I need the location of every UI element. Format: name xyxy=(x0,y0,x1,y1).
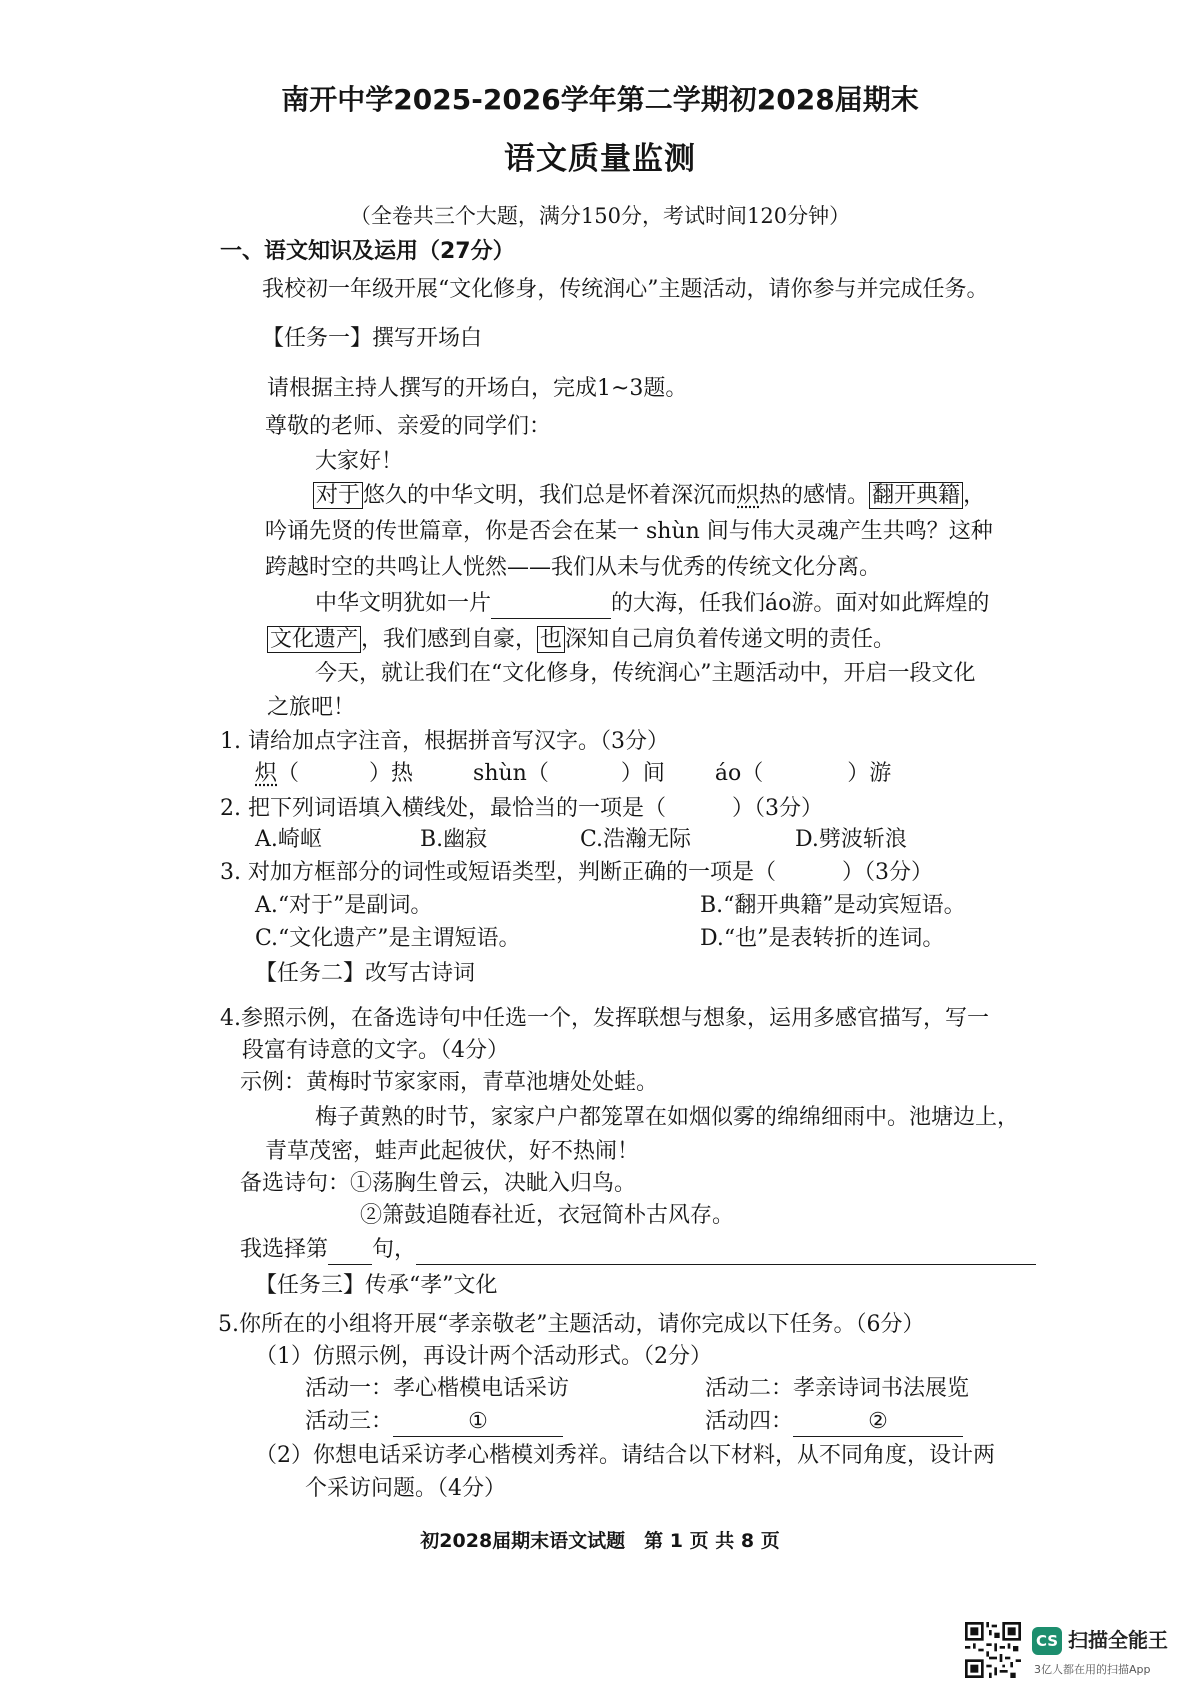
exam-note: （全卷共三个大题，满分150分，考试时间120分钟） xyxy=(349,204,851,228)
q3-option-c: C.“文化遗产”是主谓短语。 xyxy=(255,926,521,951)
boxed-word-ye: 也 xyxy=(537,626,565,653)
q5-activity-4-blank[interactable]: ② xyxy=(793,1408,963,1437)
speech-line-3: 跨越时空的共鸣让人恍然——我们从未与优秀的传统文化分离。 xyxy=(265,555,882,580)
dotted-char: 炽 xyxy=(737,483,760,508)
q5-activity-1: 活动一：孝心楷模电话采访 xyxy=(305,1376,570,1401)
q3-option-d: D.“也”是表转折的连词。 xyxy=(700,926,945,951)
section-intro: 我校初一年级开展“文化修身，传统润心”主题活动，请你参与并完成任务。 xyxy=(262,277,989,302)
speech-line-2: 吟诵先贤的传世篇章，你是否会在某一 shùn 间与伟大灵魂产生共鸣？这种 xyxy=(265,519,993,544)
q5-sub-1: （1）仿照示例，再设计两个活动形式。（2分） xyxy=(255,1344,712,1369)
q4-choice-blank[interactable] xyxy=(328,1236,372,1265)
q5-activity-2: 活动二：孝亲诗词书法展览 xyxy=(705,1376,970,1401)
boxed-phrase-fankaidianji: 翻开典籍 xyxy=(869,482,963,509)
task3-heading: 【任务三】传承“孝”文化 xyxy=(255,1273,498,1298)
question-4-stem-1: 4.参照示例，在备选诗句中任选一个，发挥联想与想象，运用多感官描写，写一 xyxy=(220,1006,989,1031)
q4-choice-line: 我选择第 句， xyxy=(240,1236,1036,1265)
q4-example-text-1: 梅子黄熟的时节，家家户户都笼罩在如烟似雾的绵绵细雨中。池塘边上， xyxy=(315,1105,1020,1130)
question-2-stem: 2. 把下列词语填入横线处，最恰当的一项是（ ）（3分） xyxy=(220,796,823,821)
camscanner-name: 扫描全能王 xyxy=(1068,1628,1168,1652)
page-footer: 初2028届期末语文试题 第 1 页 共 8 页 xyxy=(420,1530,780,1552)
boxed-phrase-wenhuayichan: 文化遗产 xyxy=(267,626,361,653)
speech-greeting: 尊敬的老师、亲爱的同学们： xyxy=(265,414,552,439)
camscanner-logo: CS xyxy=(1032,1627,1062,1655)
boxed-word-duiyu: 对于 xyxy=(313,482,363,509)
q5-activity-4: 活动四： ② xyxy=(705,1408,963,1437)
q2-option-d: D.劈波斩浪 xyxy=(795,827,907,852)
exam-subtitle: 语文质量监测 xyxy=(504,141,696,177)
q5-activity-3: 活动三： ① xyxy=(305,1408,563,1437)
q4-alternatives: 备选诗句：①荡胸生曾云，决眦入归鸟。 xyxy=(240,1171,637,1196)
question-1-stem: 1. 请给加点字注音，根据拼音写汉字。（3分） xyxy=(220,729,669,754)
speech-line-6: 今天，就让我们在“文化修身，传统润心”主题活动中，开启一段文化 xyxy=(315,661,976,686)
question-4-stem-2: 段富有诗意的文字。（4分） xyxy=(242,1038,509,1063)
task1-prompt: 请根据主持人撰写的开场白，完成1~3题。 xyxy=(267,376,688,401)
question-5-stem: 5.你所在的小组将开展“孝亲敬老”主题活动，请你完成以下任务。（6分） xyxy=(218,1312,925,1337)
q5-sub-2-line-2: 个采访问题。（4分） xyxy=(305,1476,506,1501)
q4-alt-2: ②箫鼓追随春社近，衣冠简朴古风存。 xyxy=(360,1203,735,1228)
q2-option-a: A.崎岖 xyxy=(255,827,322,852)
exam-title: 南开中学2025-2026学年第二学期初2028届期末 xyxy=(281,83,919,116)
speech-line-4: 中华文明犹如一片 的大海，任我们áo游。面对如此辉煌的 xyxy=(315,590,989,619)
section-heading: 一、语文知识及运用（27分） xyxy=(220,239,515,264)
question-1-answers: 炽（ ）热 shùn（ ）间 áo（ ）游 xyxy=(255,761,892,786)
fill-blank-q2[interactable] xyxy=(491,590,611,619)
qr-code-icon xyxy=(965,1622,1021,1678)
speech-hello: 大家好！ xyxy=(315,449,404,474)
q4-example-poem: 示例：黄梅时节家家雨，青草池塘处处蛙。 xyxy=(240,1070,659,1095)
speech-line-7: 之旅吧！ xyxy=(267,695,356,720)
q4-example-text-2: 青草茂密，蛙声此起彼伏，好不热闹！ xyxy=(265,1139,640,1164)
camscanner-tagline: 3亿人都在用的扫描App xyxy=(1034,1663,1151,1676)
q3-option-b: B.“翻开典籍”是动宾短语。 xyxy=(700,893,966,918)
q4-alt-1: ①荡胸生曾云，决眦入归鸟。 xyxy=(350,1171,637,1196)
q5-sub-2-line-1: （2）你想电话采访孝心楷模刘秀祥。请结合以下材料，从不同角度，设计两 xyxy=(255,1443,995,1468)
speech-line-5: 文化遗产 ，我们感到自豪， 也 深知自己肩负着传递文明的责任。 xyxy=(267,626,895,654)
q2-option-c: C.浩瀚无际 xyxy=(580,827,692,852)
question-3-stem: 3. 对加方框部分的词性或短语类型，判断正确的一项是（ ）（3分） xyxy=(220,860,933,885)
q5-activity-3-blank[interactable]: ① xyxy=(393,1408,563,1437)
q4-answer-blank[interactable] xyxy=(416,1236,1036,1265)
q3-option-a: A.“对于”是副词。 xyxy=(255,893,433,918)
speech-paragraph-1: 对于 悠久的中华文明，我们总是怀着深沉而炽热的感情。 翻开典籍 ， xyxy=(313,482,985,510)
q2-option-b: B.幽寂 xyxy=(420,827,488,852)
task2-heading: 【任务二】改写古诗词 xyxy=(255,961,476,986)
task1-heading: 【任务一】撰写开场白 xyxy=(262,326,483,351)
